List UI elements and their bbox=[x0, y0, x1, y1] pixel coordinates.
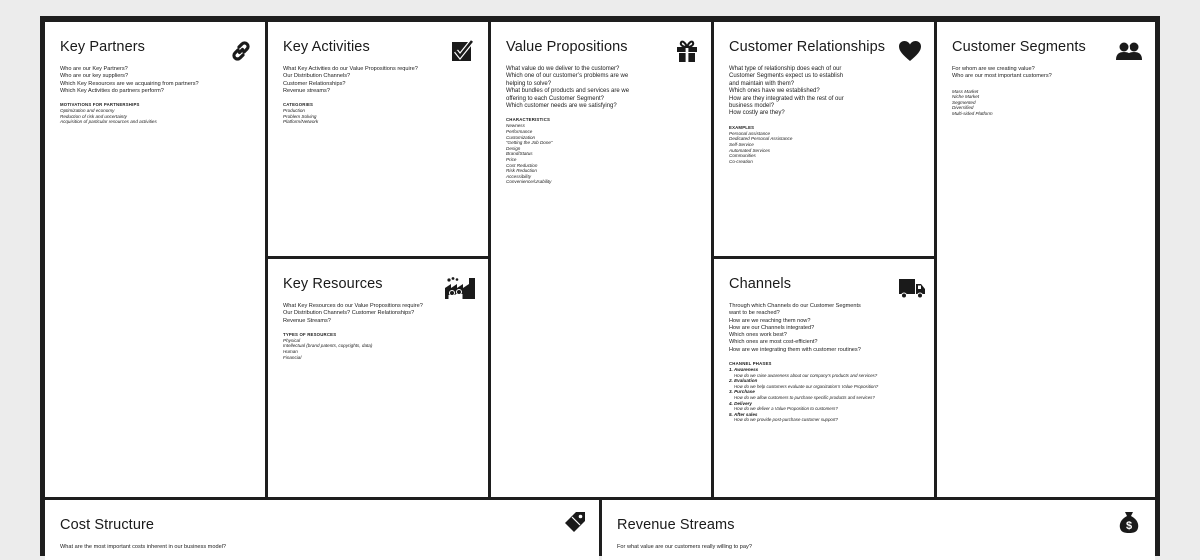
key-activities-questions bbox=[283, 66, 474, 95]
list-item: Automated Services bbox=[729, 147, 771, 153]
question: Our Distribution Channels? bbox=[283, 73, 351, 80]
key-partners-questions bbox=[60, 66, 251, 95]
checkbox-icon bbox=[450, 39, 474, 63]
customer-segments-block bbox=[937, 22, 1155, 497]
cost-structure-block bbox=[45, 500, 599, 560]
customer-relationships-block bbox=[714, 22, 934, 256]
channels-block bbox=[714, 259, 934, 497]
question: Who are our key suppliers? bbox=[60, 73, 129, 80]
price-tag-icon bbox=[563, 510, 587, 534]
list-item: Multi-sided Platform bbox=[952, 110, 993, 116]
question: Who are our most important customers? bbox=[952, 73, 1052, 80]
list-item: Acquisition of particular resources and activities bbox=[60, 119, 157, 125]
question: Through which Channels do our Customer Segments bbox=[729, 303, 861, 309]
question: Which customer needs are we satisfying? bbox=[506, 103, 617, 110]
key-activities-title: Key Activities bbox=[283, 39, 370, 55]
customer-segments-title: Customer Segments bbox=[952, 39, 1086, 55]
value-propositions-subheading: CHARACTERISTICS bbox=[506, 117, 551, 123]
question: What Key Activities do our Value Propositions require? bbox=[283, 66, 418, 72]
phase-name: 5. After sales bbox=[729, 411, 758, 417]
list-item: Platform/Network bbox=[283, 119, 319, 125]
question: Customer Relationships? bbox=[283, 80, 346, 87]
list-item: Co-creation bbox=[729, 158, 753, 164]
list-item: Mass Market bbox=[952, 88, 979, 94]
question: Which Key Activities do partners perform? bbox=[60, 87, 164, 94]
key-activities-subheading: CATEGORIES bbox=[283, 102, 314, 108]
phase-name: 1. Awareness bbox=[729, 367, 759, 373]
list-item: Cost Reduction bbox=[506, 162, 538, 168]
question: Revenue Streams? bbox=[283, 317, 331, 324]
heart-icon bbox=[898, 39, 922, 63]
key-partners-items bbox=[60, 108, 251, 125]
phase-description: How do we provide post-purchase customer support? bbox=[734, 417, 838, 423]
question: Customer Segments expect us to establish bbox=[729, 73, 844, 80]
channels-subheading: CHANNEL PHASES bbox=[729, 361, 772, 367]
cost-structure-questions bbox=[60, 544, 585, 551]
list-item: Customization bbox=[506, 134, 536, 140]
channels-questions bbox=[729, 303, 920, 354]
question: want to be reached? bbox=[729, 310, 780, 317]
customer-relationships-items bbox=[729, 131, 920, 165]
question: Our Distribution Channels? Customer Relationships? bbox=[283, 310, 415, 317]
list-item: Reduction of risk and uncertainty bbox=[60, 113, 127, 119]
customer-relationships-subheading: EXAMPLES bbox=[729, 124, 755, 130]
key-partners-title: Key Partners bbox=[60, 39, 146, 55]
value-propositions-title: Value Propositions bbox=[506, 39, 628, 55]
key-resources-items bbox=[283, 338, 474, 360]
question: What value do we deliver to the customer? bbox=[506, 66, 620, 72]
list-item: Intellectual (brand patents, copyrights, data) bbox=[283, 343, 373, 349]
svg-text:$: $ bbox=[1125, 520, 1133, 532]
list-item: Risk Reduction bbox=[506, 168, 537, 174]
question: Who are our Key Partners? bbox=[60, 66, 128, 72]
key-resources-title: Key Resources bbox=[283, 276, 383, 292]
question: How are they integrated with the rest of our bbox=[729, 95, 844, 102]
link-icon bbox=[229, 39, 253, 63]
phase-name: 2. Evaluation bbox=[729, 378, 758, 384]
value-propositions-questions bbox=[506, 66, 697, 110]
key-partners-block bbox=[45, 22, 265, 497]
factory-icon bbox=[444, 276, 476, 300]
list-item: Human bbox=[283, 349, 298, 355]
revenue-streams-block bbox=[602, 500, 1155, 560]
question: Which ones have we established? bbox=[729, 88, 820, 95]
phase-name: 4. Delivery bbox=[729, 400, 752, 406]
money-bag-icon bbox=[1117, 510, 1141, 534]
value-propositions-items bbox=[506, 123, 697, 185]
phase-description: How do we allow customers to purchase specific products and services? bbox=[734, 395, 875, 401]
cost-structure-title: Cost Structure bbox=[60, 517, 155, 533]
question: What type of relationship does each of our bbox=[729, 66, 842, 72]
phase-description: How do we deliver a Value Proposition to customers? bbox=[734, 406, 838, 412]
channels-title: Channels bbox=[729, 276, 792, 292]
list-item: Design bbox=[506, 145, 521, 151]
question: For what value are our customers really willing to pay? bbox=[617, 544, 752, 550]
list-item: Physical bbox=[283, 337, 301, 343]
question: helping to solve? bbox=[506, 80, 552, 87]
question: Which ones are most cost-efficient? bbox=[729, 339, 818, 346]
list-item: Newness bbox=[506, 123, 525, 129]
customer-segments-questions bbox=[952, 66, 1141, 81]
customer-relationships-title: Customer Relationships bbox=[729, 39, 886, 55]
list-item: Brand/Status bbox=[506, 151, 533, 157]
list-item: Accessibility bbox=[506, 173, 532, 179]
question: What are the most important costs inherent in our business model? bbox=[60, 544, 227, 550]
phase-description: How do we raise awareness about our company’s products and services? bbox=[734, 372, 878, 378]
list-item: Communities bbox=[729, 153, 756, 159]
key-resources-questions bbox=[283, 303, 474, 325]
key-partners-subheading: MOTIVATIONS FOR PARTNERSHIPS bbox=[60, 102, 140, 108]
revenue-streams-questions bbox=[617, 544, 1141, 551]
customer-segments-items bbox=[952, 89, 1141, 117]
list-item: Financial bbox=[283, 354, 302, 360]
list-item: Performance bbox=[506, 129, 533, 135]
revenue-streams-title: Revenue Streams bbox=[617, 517, 735, 533]
list-item: Price bbox=[506, 157, 517, 162]
question: and maintain with them? bbox=[729, 80, 795, 87]
question: Which ones work best? bbox=[729, 332, 787, 339]
list-item: Segmented bbox=[952, 99, 976, 105]
list-item: Niche Market bbox=[952, 94, 980, 100]
question: How are we integrating them with customer routines? bbox=[729, 346, 861, 353]
list-item: Convenience/Usability bbox=[506, 179, 552, 185]
channel-phases bbox=[729, 367, 920, 423]
question: offering to each Customer Segment? bbox=[506, 95, 604, 102]
question: How are we reaching them now? bbox=[729, 317, 811, 324]
question: What bundles of products and services are we bbox=[506, 88, 630, 95]
question: How are our Channels integrated? bbox=[729, 324, 815, 331]
people-icon bbox=[1115, 39, 1143, 63]
key-activities-block bbox=[268, 22, 488, 256]
list-item: Problem Solving bbox=[283, 113, 317, 119]
question: Revenue streams? bbox=[283, 87, 330, 94]
key-resources-block bbox=[268, 259, 488, 497]
list-item: Optimization and economy bbox=[60, 108, 115, 114]
list-item: Diversified bbox=[952, 105, 974, 111]
question: How costly are they? bbox=[729, 110, 785, 117]
question: Which Key Resources are we acquairing from partners? bbox=[60, 80, 199, 87]
list-item: Personal assistance bbox=[729, 130, 771, 136]
phase-description: How do we help customers evaluate our organization’s Value Proposition? bbox=[734, 383, 879, 389]
value-propositions-block bbox=[491, 22, 711, 497]
list-item: Dedicated Personal Assistance bbox=[729, 136, 793, 142]
customer-relationships-questions bbox=[729, 66, 920, 118]
question: What Key Resources do our Value Propositions require? bbox=[283, 303, 423, 309]
question: For whom are we creating value? bbox=[952, 66, 1035, 72]
key-resources-subheading: TYPES OF RESOURCES bbox=[283, 331, 337, 337]
list-item: “Getting the Job Done” bbox=[506, 140, 553, 146]
question: Which one of our customer’s problems are we bbox=[506, 73, 629, 80]
list-item: Production bbox=[283, 108, 305, 114]
phase-name: 3. Purchase bbox=[729, 389, 755, 395]
list-item: Self-Service bbox=[729, 142, 754, 148]
key-activities-items bbox=[283, 108, 474, 125]
truck-icon bbox=[898, 276, 926, 300]
question: business model? bbox=[729, 103, 775, 110]
gift-icon bbox=[675, 39, 699, 63]
business-model-canvas bbox=[40, 16, 1160, 556]
